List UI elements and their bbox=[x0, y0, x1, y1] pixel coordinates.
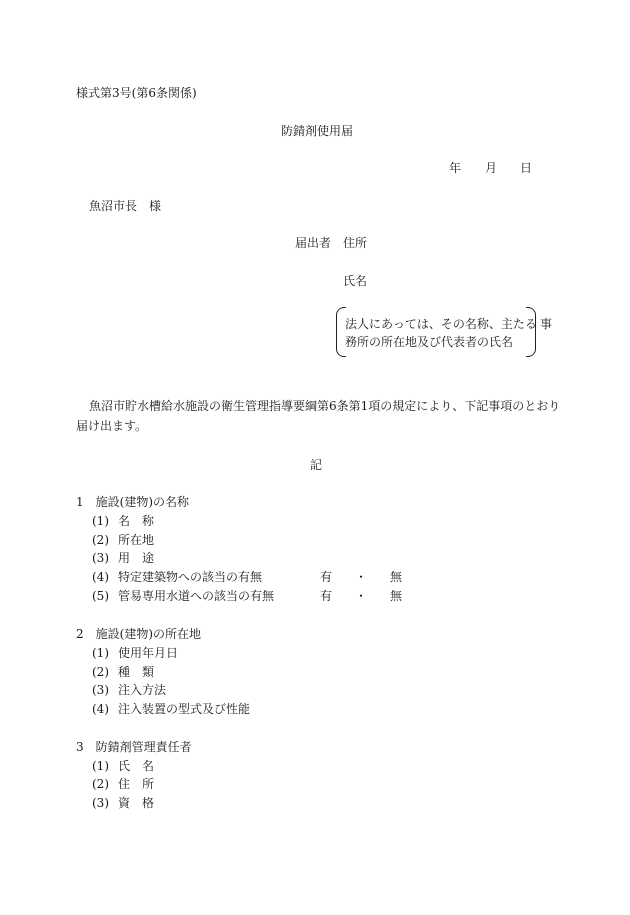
section-3-heading: 3 防錆剤管理責任者 bbox=[76, 740, 192, 754]
applicant-name-label: 氏名 bbox=[343, 274, 368, 288]
section-2-item-3-label: 注入方法 bbox=[118, 683, 167, 697]
section-2-item-2-label: 種 類 bbox=[118, 665, 155, 679]
section-1-item-3-num: (3) bbox=[92, 551, 109, 565]
section-2-item-4-label: 注入装置の型式及び性能 bbox=[118, 702, 251, 716]
section-1-item-5-dot: ・ bbox=[355, 589, 368, 603]
section-1-item-4-dot: ・ bbox=[355, 570, 368, 584]
section-3-item-3-label: 資 格 bbox=[118, 796, 155, 810]
section-2-item-2-num: (2) bbox=[92, 665, 109, 679]
section-1-item-4-yes: 有 bbox=[320, 570, 333, 584]
section-1-item-3-label: 用 途 bbox=[118, 551, 155, 565]
date-month: 月 bbox=[485, 161, 498, 175]
corporate-note-line2: 務所の所在地及び代表者の氏名 bbox=[345, 335, 514, 349]
section-3-item-2-num: (2) bbox=[92, 777, 109, 791]
section-1-item-5-num: (5) bbox=[92, 589, 109, 603]
corporate-note-line1: 法人にあっては、その名称、主たる bbox=[345, 317, 537, 331]
body-text-line2: 届け出ます。 bbox=[76, 419, 148, 433]
section-1-item-1-num: (1) bbox=[92, 514, 109, 528]
section-1-item-2-label: 所在地 bbox=[118, 533, 155, 547]
date-year: 年 bbox=[449, 161, 462, 175]
section-1-item-5-yes: 有 bbox=[320, 589, 333, 603]
page-title: 防錆剤使用届 bbox=[281, 124, 354, 138]
applicant-address-label: 住所 bbox=[343, 236, 368, 250]
section-2-item-1-num: (1) bbox=[92, 646, 109, 660]
section-1-heading: 1 施設(建物)の名称 bbox=[76, 495, 189, 509]
section-1-item-2-num: (2) bbox=[92, 533, 109, 547]
section-2-heading: 2 施設(建物)の所在地 bbox=[76, 627, 201, 641]
section-1-item-5-no: 無 bbox=[390, 589, 403, 603]
section-1-item-1-label: 名 称 bbox=[118, 514, 155, 528]
section-3-item-1-num: (1) bbox=[92, 759, 109, 773]
section-1-item-4-num: (4) bbox=[92, 570, 109, 584]
section-3-item-1-label: 氏 名 bbox=[118, 759, 155, 773]
date-day: 日 bbox=[520, 161, 533, 175]
corporate-note-trailing: 事 bbox=[540, 317, 553, 331]
section-1-item-4-label: 特定建築物への該当の有無 bbox=[118, 570, 263, 584]
section-3-item-3-num: (3) bbox=[92, 796, 109, 810]
section-2-item-3-num: (3) bbox=[92, 683, 109, 697]
section-3-item-2-label: 住 所 bbox=[118, 777, 155, 791]
addressee: 魚沼市長 様 bbox=[89, 199, 162, 213]
body-text-line1: 魚沼市貯水槽給水施設の衛生管理指導要綱第6条第1項の規定により、下記事項のとおり bbox=[89, 399, 561, 413]
section-2-item-4-num: (4) bbox=[92, 702, 109, 716]
section-1-item-5-label: 管易専用水道への該当の有無 bbox=[118, 589, 275, 603]
section-1-item-4-no: 無 bbox=[390, 570, 403, 584]
form-number: 様式第3号(第6条関係) bbox=[76, 86, 197, 100]
right-bracket bbox=[526, 307, 536, 357]
left-bracket bbox=[336, 307, 346, 357]
ki-heading: 記 bbox=[310, 458, 323, 472]
applicant-label: 届出者 bbox=[295, 236, 332, 250]
section-2-item-1-label: 使用年月日 bbox=[118, 646, 179, 660]
